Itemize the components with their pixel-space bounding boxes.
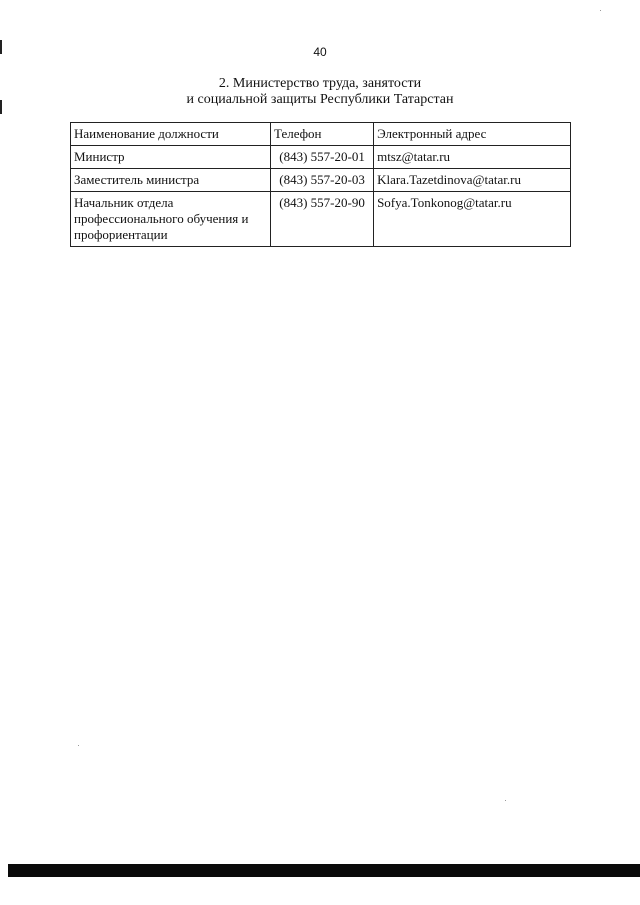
- email-cell: Klara.Tazetdinova@tatar.ru: [374, 169, 571, 192]
- position-cell: [71, 192, 271, 247]
- scan-speck: [78, 745, 79, 746]
- contacts-table: [70, 122, 571, 247]
- email-cell: mtsz@tatar.ru: [374, 146, 571, 169]
- section-heading-line-1: 2. Министерство труда, занятости: [218, 76, 422, 91]
- position-cell: Министр: [71, 146, 271, 169]
- phone-cell: (843) 557-20-01: [271, 146, 374, 169]
- phone-cell: (843) 557-20-03: [271, 169, 374, 192]
- header-phone: Телефон: [271, 123, 374, 146]
- scan-speck: [600, 10, 601, 11]
- table-row: [71, 169, 571, 192]
- position-line: Начальник отдела: [74, 195, 174, 210]
- section-heading-line-2: и социальной защиты Республики Татарстан: [186, 92, 454, 107]
- position-cell: Заместитель министра: [71, 169, 271, 192]
- section-heading: [0, 76, 640, 108]
- header-email: Электронный адрес: [374, 123, 571, 146]
- page-number: 40: [313, 45, 327, 59]
- position-line: профориентации: [74, 227, 168, 242]
- table-row: [71, 192, 571, 247]
- scan-bottom-bar: [8, 864, 640, 877]
- table-header-row: [71, 123, 571, 146]
- email-cell: Sofya.Tonkonog@tatar.ru: [374, 192, 571, 247]
- phone-cell: (843) 557-20-90: [271, 192, 374, 247]
- position-line: профессионального обучения и: [74, 211, 249, 226]
- header-position: Наименование должности: [71, 123, 271, 146]
- table-row: [71, 146, 571, 169]
- scan-speck: [505, 800, 506, 801]
